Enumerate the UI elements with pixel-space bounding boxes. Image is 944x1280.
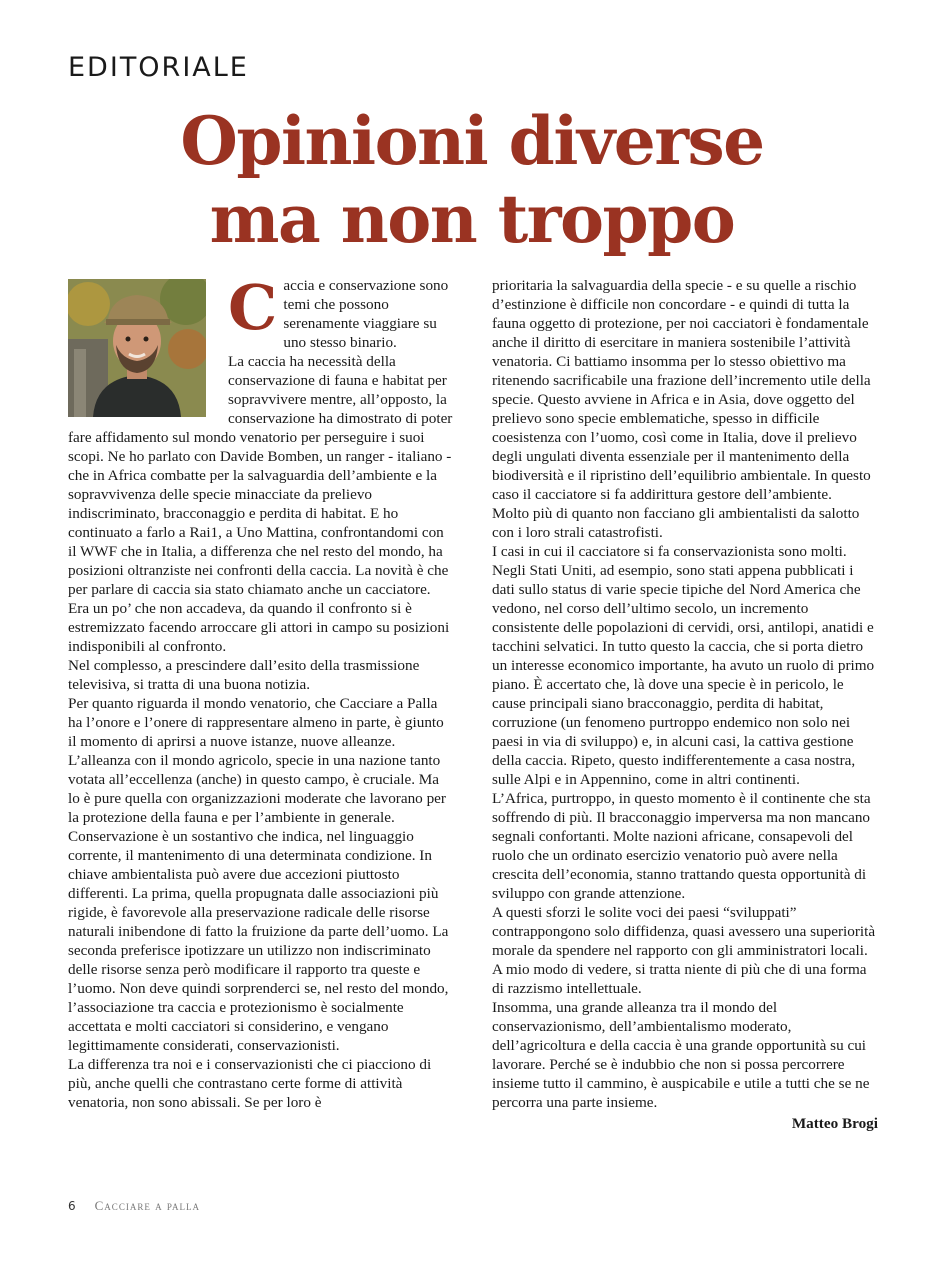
magazine-name: Cacciare a palla	[94, 1198, 200, 1213]
left-column	[68, 271, 454, 1112]
paragraph: La caccia ha necessità della conservazione di fauna e habitat per sopravvivere mentre, all’opposto, la conservazione ha dimostrato di poter fare affidamento sul mondo venatorio per perseguire i suoi scopi. Ne ho parlato con Davide Bomben, un ranger - italiano - che in Africa combatte per la salvaguardia dell’ambiente e la sopravvivenza delle specie minacciate da prelievo indiscriminato, bracconaggio e perdita di habitat. E ho continuato a farlo a Rai1, a Uno Mattina, confrontandomi con il WWF che in Italia, a differenza che nel resto del mondo, ha posizioni oltranziste nei confronti della caccia. La novità è che per parlare di caccia sia stato chiamato anche un cacciatore. Era un po’ che non accadeva, da quando il confronto si è estremizzato facendo arroccare gli attori in campo su posizioni indisponibili al confronto.	[68, 353, 453, 655]
paragraph: La differenza tra noi e i conservazionisti che ci piacciono di più, anche quelli che contrastano certe forme di attività venatoria, non sono abissali. Se per loro è	[68, 1056, 432, 1111]
headline-line-1: Opinioni diverse	[180, 102, 764, 180]
author-portrait-image	[68, 279, 206, 417]
drop-cap: C	[228, 271, 278, 344]
right-column	[492, 276, 878, 1133]
paragraph: Insomma, una grande alleanza tra il mondo del conservazionismo, dell’ambientalismo moderato, dell’agricoltura e della caccia è una grande opportunità su cui lavorare. Perché se è indubbio che non si possa percorrere insieme tutto il cammino, è auspicabile e utile a tutti che se ne percorra una parte insieme.	[492, 999, 870, 1111]
paragraph: Conservazione è un sostantivo che indica, nel linguaggio corrente, il mantenimento di una determinata condizione. In chiave ambientalista può avere due accezioni piuttosto differenti. La prima, quella propugnata dalle associazioni più rigide, è favorevole alla preservazione radicale delle risorse naturali inibendone di fatto la fruizione da parte dell’uomo. La seconda preferisce ipotizzare un utilizzo non indiscriminato delle risorse senza però modificare il rapporto tra queste e l’uomo. Non deve quindi sorprenderci se, nel resto del mondo, l’associazione tra caccia e protezionismo è socialmente accettata e molti cacciatori si considerino, e vengano legittimamente considerati, conservazionisti.	[68, 828, 449, 1054]
paragraph: Nel complesso, a prescindere dall’esito della trasmissione televisiva, si tratta di una buona notizia.	[68, 657, 420, 693]
paragraph: prioritaria la salvaguardia della specie - e su quelle a rischio d’estinzione è difficile non concordare - e quindi di tutta la fauna oggetto di protezione, per noi cacciatori è fondamentale anche il diritto di esercitare in maniera sostenibile l’attività venatoria. Ci battiamo insomma per lo stesso obiettivo ma ritenendo sacrificabile una frazione dell’incremento utile della specie. Questo avviene in Africa e in Asia, dove oggetto del prelievo sono specie emblematiche, spesso in difficile coesistenza con l’uomo, così come in Italia, dove il prelievo degli ungulati diventa essenziale per il mantenimento della biodiversità e il ripristino dell’equilibrio ambientale. In questo caso il cacciatore si fa addirittura gestore dell’ambiente.	[492, 277, 871, 503]
paragraph: A questi sforzi le solite voci dei paesi “sviluppati” contrappongono solo diffidenza, quasi avessero una superiorità morale da spendere nel rapporto con gli amministratori locali. A mio modo di vedere, si tratta niente di più che di una forma di razzismo intellettuale.	[492, 904, 876, 997]
author-photo	[68, 279, 206, 417]
paragraph: I casi in cui il cacciatore si fa conservazionista sono molti. Negli Stati Uniti, ad esempio, sono stati appena pubblicati i dati sullo status di varie specie tipiche del Nord America che vedono, nel corso dell’ultimo secolo, un incremento consistente delle popolazioni di cervidi, orsi, antilopi, anatidi e tacchini selvatici. In tutto questo la caccia, che si porta dietro un interesse economico importante, ha avuto un ruolo di primo piano. È accertato che, là dove una specie è in pericolo, le cause principali siano bracconaggio, perdita di habitat, corruzione (un fenomeno purtroppo endemico non solo nei paesi in via di sviluppo) e, in alcuni casi, la cattiva gestione della caccia. Ripeto, questo indifferentemente a casa nostra, sulle Alpi e in Appennino, come in altri continenti.	[492, 543, 875, 788]
headline-line-2: ma non troppo	[209, 180, 735, 258]
paragraph: Molto più di quanto non facciano gli ambientalisti da salotto con i loro strali catastrofisti.	[492, 505, 860, 541]
headline	[0, 102, 944, 258]
paragraph: L’Africa, purtroppo, in questo momento è il continente che sta soffrendo di più. Il bracconaggio imperversa ma non mancano segnali confortanti. Molte nazioni africane, consapevoli del ruolo che un ordinato esercizio venatorio può avere nella crescita dell’economia, stanno trattando questa opportunità di sviluppo con grande attenzione.	[492, 790, 871, 902]
paragraph: accia e conservazione sono temi che possono serenamente viaggiare su uno stesso binario.	[283, 277, 449, 351]
author-signature: Matteo Brogi	[791, 1115, 878, 1132]
page-number: 6	[68, 1199, 76, 1213]
page-footer	[68, 1198, 200, 1214]
paragraph: Per quanto riguarda il mondo venatorio, che Cacciare a Palla ha l’onore e l’onere di rappresentare almeno in parte, è giunto il momento di aprirsi a nuove istanze, nuove alleanze. L’alleanza con il mondo agricolo, specie in una nazione tanto votata all’eccellenza (anche) in questo campo, è cruciale. Ma lo è pure quella con organizzazioni moderate che lavorano per la protezione della fauna e per l’ambiente in generale.	[68, 695, 446, 826]
section-label: EDITORIALE	[68, 52, 249, 83]
